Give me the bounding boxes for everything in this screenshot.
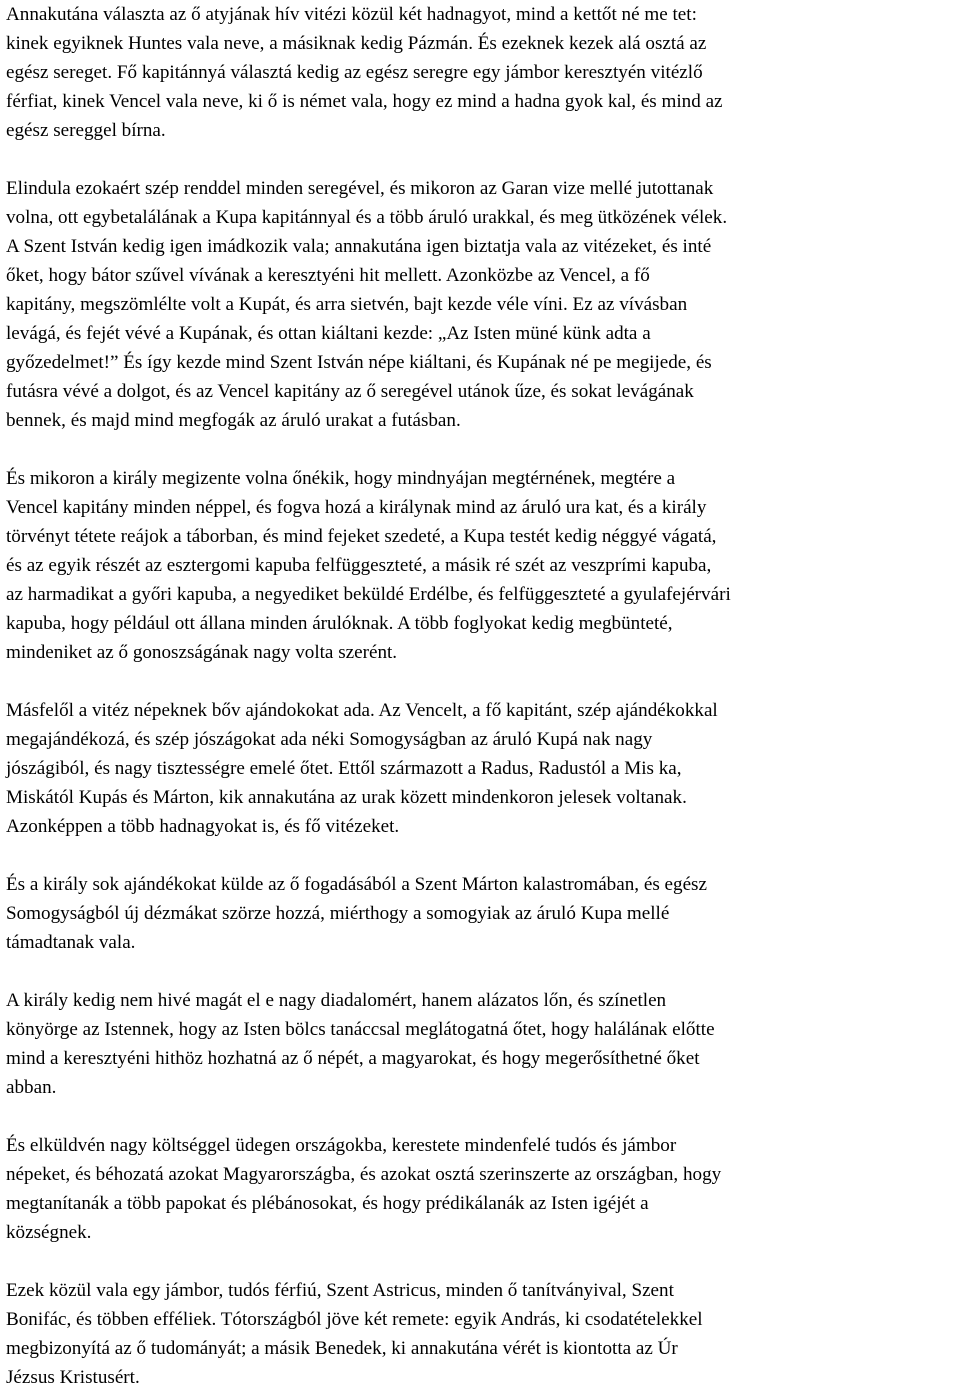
text-line: Miskától Kupás és Márton, kik annakutána az urak közett mindenkoron jelesek voltanak. — [6, 787, 687, 808]
text-line: Annakutána választa az ő atyjának hív vitézi közül két hadnagyot, mind a kettőt né me tet: — [6, 4, 697, 25]
paragraph — [6, 0, 960, 145]
text-line: az harmadikat a győri kapuba, a negyediket beküldé Erdélbe, és felfüggeszteté a gyulafejérvári — [6, 584, 731, 605]
text-line: megbizonyítá az ő tudományát; a másik Benedek, ki annakutána vérét is kiontotta az Úr — [6, 1338, 678, 1359]
text-line: mindeniket az ő gonoszságának nagy volta szerént. — [6, 642, 398, 663]
text-line: megajándékozá, és szép jószágokat ada néki Somogyságban az áruló Kupá nak nagy — [6, 729, 653, 750]
text-line: Másfelől a vitéz népeknek bőv ajándokokat ada. Az Vencelt, a fő kapitánt, szép ajándékokkal — [6, 700, 718, 721]
text-line: És mikoron a király megizente volna őnékik, hogy mindnyájan megtérnének, megtére a — [6, 468, 676, 489]
text-line: Jézsus Kristusért. — [6, 1367, 140, 1388]
paragraph — [6, 464, 960, 667]
text-line: Bonifác, és többen efféliek. Tótországból jöve két remete: egyik András, ki csodatételekkel — [6, 1309, 703, 1330]
text-line: jószágiból, és nagy tisztességre emelé őtet. Ettől származott a Radus, Radustól a Mis ka, — [6, 758, 682, 779]
text-line: bennek, és majd mind megfogák az áruló urakat a futásban. — [6, 410, 461, 431]
text-line: kinek egyiknek Huntes vala neve, a másiknak kedig Pázmán. És ezeknek kezek alá osztá az — [6, 33, 707, 54]
text-line: könyörge az Istennek, hogy az Isten bölcs tanáccsal meglátogatná őtet, hogy halálának előtte — [6, 1019, 715, 1040]
text-line: Elindula ezokaért szép renddel minden seregével, és mikoron az Garan vize mellé jutottanak — [6, 178, 714, 199]
text-line: férfiat, kinek Vencel vala neve, ki ő is német vala, hogy ez mind a hadna gyok kal, és mind az — [6, 91, 723, 112]
text-line: kapitány, megszömlélte volt a Kupát, és arra sietvén, bajt kezde véle víni. Ez az vívásban — [6, 294, 688, 315]
paragraph — [6, 1131, 960, 1247]
text-line: kapuba, hogy például ott állana minden árulóknak. A több foglyokat kedig megbünteté, — [6, 613, 673, 634]
text-line: Ezek közül vala egy jámbor, tudós férfiú, Szent Astricus, minden ő tanítványival, Szent — [6, 1280, 674, 1301]
text-line: községnek. — [6, 1222, 92, 1243]
text-line: őket, hogy bátor szűvel vívának a keresztyéni hit mellett. Azonközbe az Vencel, a fő — [6, 265, 650, 286]
text-line: mind a keresztyéni hithöz hozhatná az ő népét, a magyarokat, és hogy megerősíthetné őket — [6, 1048, 700, 1069]
text-line: és az egyik részét az esztergomi kapuba felfüggeszteté, a másik ré szét az veszprími kapuba, — [6, 555, 712, 576]
text-line: A Szent István kedig igen imádkozik vala; annakutána igen biztatja vala az vitézeket, és inté — [6, 236, 712, 257]
text-line: Somogyságból új dézmákat szörze hozzá, miérthogy a somogyiak az áruló Kupa mellé — [6, 903, 670, 924]
text-line: megtanítanák a több papokat és plébánosokat, és hogy prédikálanák az Isten igéjét a — [6, 1193, 649, 1214]
text-line: abban. — [6, 1077, 57, 1098]
text-line: És elküldvén nagy költséggel üdegen országokba, kerestete mindenfelé tudós és jámbor — [6, 1135, 677, 1156]
text-line: volna, ott egybetalálának a Kupa kapitánnyal és a több áruló urakkal, és meg ütközének vélek. — [6, 207, 728, 228]
text-line: győzedelmet!” És így kezde mind Szent István népe kiáltani, és Kupának né pe megijede, és — [6, 352, 712, 373]
paragraph — [6, 986, 960, 1102]
text-line: levágá, és fejét vévé a Kupának, és ottan kiáltani kezde: „Az Isten müné künk adta a — [6, 323, 651, 344]
text-line: egész sereget. Fő kapitánnyá választá kedig az egész seregre egy jámbor keresztyén vitézlő — [6, 62, 703, 83]
text-line: Azonképpen a több hadnagyokat is, és fő vitézeket. — [6, 816, 400, 837]
text-line: Vencel kapitány minden néppel, és fogva hozá a királynak mind az áruló ura kat, és a király — [6, 497, 707, 518]
text-line: törvényt tétete reájok a táborban, és mind fejeket szedeté, a Kupa testét kedig néggyé vágatá, — [6, 526, 717, 547]
text-line: A király kedig nem hivé magát el e nagy diadalomért, hanem alázatos lőn, és színetlen — [6, 990, 667, 1011]
text-line: És a király sok ajándékokat külde az ő fogadásából a Szent Márton kalastromában, és egész — [6, 874, 707, 895]
paragraph — [6, 696, 960, 841]
text-line: egész sereggel bírna. — [6, 120, 166, 141]
paragraph — [6, 1276, 960, 1392]
paragraph — [6, 870, 960, 957]
text-line: népeket, és béhozatá azokat Magyarországba, és azokat osztá szerinszerte az országban, hogy — [6, 1164, 722, 1185]
text-line: futásra vévé a dolgot, és az Vencel kapitány az ő seregével utánok űze, és sokat levágának — [6, 381, 694, 402]
paragraph — [6, 174, 960, 435]
text-line: támadtanak vala. — [6, 932, 136, 953]
